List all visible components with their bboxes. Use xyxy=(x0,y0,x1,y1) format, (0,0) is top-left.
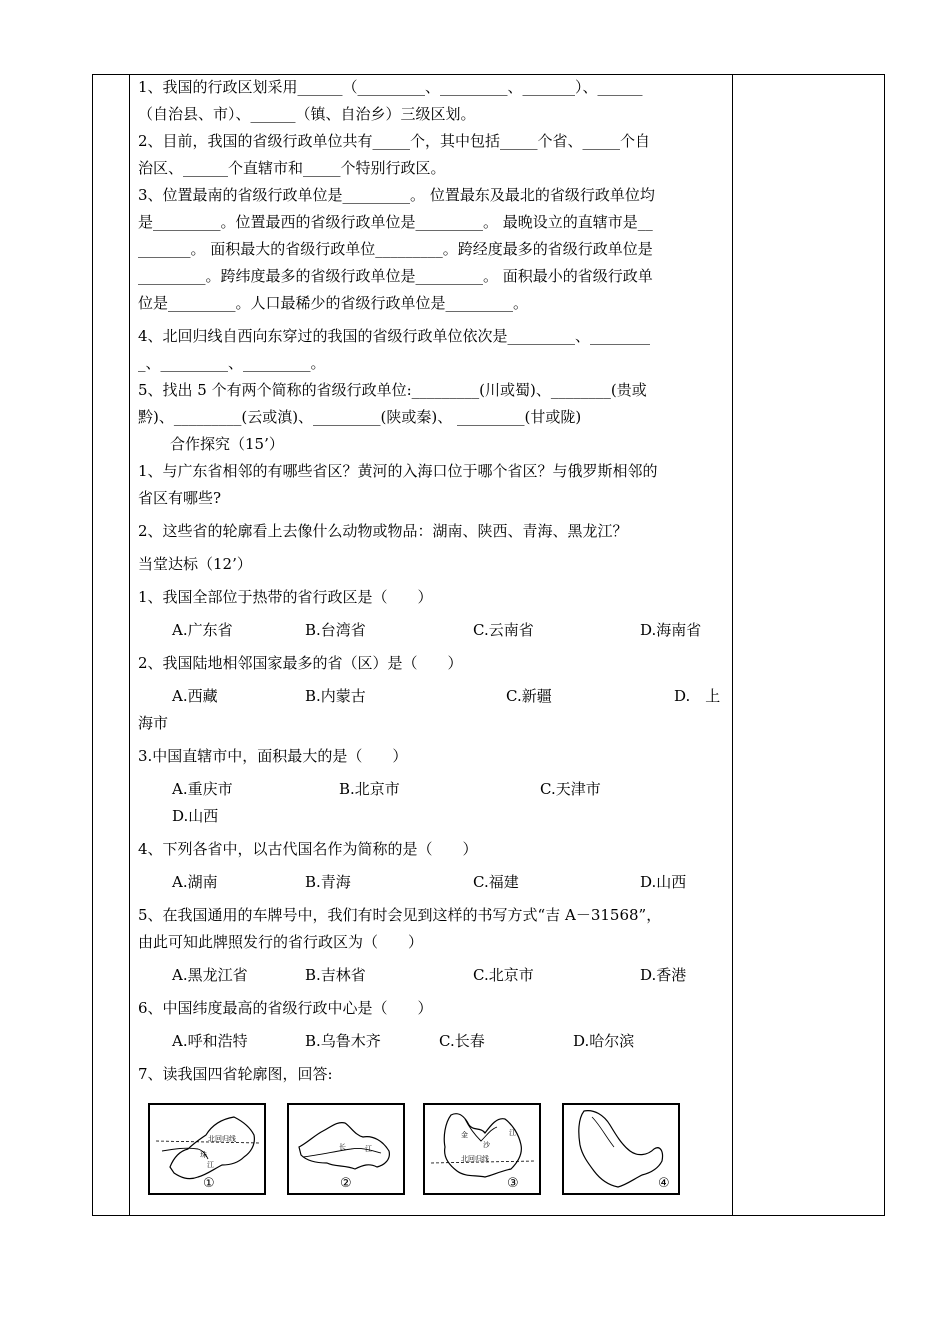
quiz-q7-stem: 7、读我国四省轮廓图，回答: xyxy=(138,1065,333,1083)
map2-label-jiang: 江 xyxy=(365,1145,372,1153)
fill-q3-line3: _______。 面积最大的省级行政单位_________。跨经度最多的省级行政单位是 xyxy=(138,240,653,258)
quiz-q2-option-b: B.内蒙古 xyxy=(305,687,366,705)
quiz-q2-option-d-wrap: 海市 xyxy=(138,714,169,732)
fill-q2-line1: 2、目前，我国的省级行政单位共有_____个，其中包括_____个省、_____个自 xyxy=(138,132,651,150)
province-map-1 xyxy=(148,1103,266,1195)
quiz-q3-stem: 3.中国直辖市中，面积最大的是（ ） xyxy=(138,747,408,765)
quiz-q5-option-d: D.香港 xyxy=(640,966,687,984)
quiz-q2-option-a: A.西藏 xyxy=(172,687,218,705)
map1-label-zhu: 珠 xyxy=(200,1151,207,1159)
quiz-q3-option-c: C.天津市 xyxy=(540,780,601,798)
map3-label-jin: 金 xyxy=(461,1131,468,1139)
quiz-q2-stem: 2、我国陆地相邻国家最多的省（区）是（ ） xyxy=(138,654,463,672)
map3-label-sha: 沙 xyxy=(483,1141,490,1149)
fill-q5-line1: 5、找出 5 个有两个简称的省级行政单位:_________(川或蜀)、________(贵或 xyxy=(138,381,647,399)
fill-q3-line5: 位是_________。人口最稀少的省级行政单位是_________。 xyxy=(138,294,529,312)
quiz-q3-option-a: A.重庆市 xyxy=(172,780,233,798)
quiz-q4-option-b: B.青海 xyxy=(305,873,351,891)
quiz-q1-option-c: C.云南省 xyxy=(473,621,534,639)
province-map-4 xyxy=(562,1103,680,1195)
column-divider-left xyxy=(129,75,130,1215)
quiz-q6-option-b: B.乌鲁木齐 xyxy=(305,1032,381,1050)
quiz-heading: 当堂达标（12’） xyxy=(138,555,252,573)
quiz-q1-option-d: D.海南省 xyxy=(640,621,702,639)
cooperate-q1-line2: 省区有哪些? xyxy=(138,489,222,507)
quiz-q2-option-d: D. 上 xyxy=(674,687,721,705)
fill-q3-line4: _________。跨纬度最多的省级行政单位是_________。 面积最小的省级行政单 xyxy=(138,267,653,285)
quiz-q6-option-a: A.呼和浩特 xyxy=(172,1032,248,1050)
map1-number: ① xyxy=(203,1176,215,1191)
quiz-q4-option-a: A.湖南 xyxy=(172,873,218,891)
fill-q3-line2: 是_________。位置最西的省级行政单位是_________。 最晚设立的直辖市是__ xyxy=(138,213,653,231)
quiz-q5-option-b: B.吉林省 xyxy=(305,966,366,984)
map2-number: ② xyxy=(340,1176,352,1191)
quiz-q1-option-b: B.台湾省 xyxy=(305,621,366,639)
quiz-q6-option-c: C.长春 xyxy=(439,1032,485,1050)
map3-label-jiang: 江 xyxy=(509,1129,516,1137)
map3-number: ③ xyxy=(507,1176,519,1191)
fill-q1-line2: （自治县、市）、______（镇、自治乡）三级区划。 xyxy=(138,105,476,123)
map2-label-chang: 长 xyxy=(339,1143,346,1151)
quiz-q5-option-c: C.北京市 xyxy=(473,966,534,984)
quiz-q4-stem: 4、下列各省中，以古代国名作为简称的是（ ） xyxy=(138,840,478,858)
quiz-q1-option-a: A.广东省 xyxy=(172,621,233,639)
map1-label-tropic: 北回归线 xyxy=(208,1135,236,1143)
map4-number: ④ xyxy=(658,1176,670,1191)
quiz-q2-option-c: C.新疆 xyxy=(506,687,552,705)
quiz-q4-option-d: D.山西 xyxy=(640,873,687,891)
province-outline-3-icon xyxy=(425,1105,539,1193)
quiz-q6-option-d: D.哈尔滨 xyxy=(573,1032,635,1050)
cooperate-heading: 合作探究（15’） xyxy=(170,435,284,453)
map3-label-tropic: 北回归线 xyxy=(461,1155,489,1163)
quiz-q4-option-c: C.福建 xyxy=(473,873,519,891)
quiz-q5-option-a: A.黑龙江省 xyxy=(172,966,248,984)
province-map-2 xyxy=(287,1103,405,1195)
quiz-q3-option-d: D.山西 xyxy=(172,807,219,825)
cooperate-q2: 2、这些省的轮廓看上去像什么动物或物品：湖南、陕西、青海、黑龙江？ xyxy=(138,522,628,540)
fill-q1-line1: 1、我国的行政区划采用______（_________、_________、_______）、______ xyxy=(138,78,643,96)
fill-q4-line2: _、_________、_________。 xyxy=(138,354,326,372)
quiz-q5-stem-line1: 5、在我国通用的车牌号中，我们有时会见到这样的书写方式“吉 A－31568”， xyxy=(138,906,662,924)
quiz-q5-stem-line2: 由此可知此牌照发行的省行政区为（ ） xyxy=(138,933,424,951)
fill-q3-line1: 3、位置最南的省级行政单位是_________。 位置最东及最北的省级行政单位均 xyxy=(138,186,655,204)
fill-q2-line2: 治区、______个直辖市和_____个特别行政区。 xyxy=(138,159,446,177)
quiz-q1-stem: 1、我国全部位于热带的省行政区是（ ） xyxy=(138,588,433,606)
column-divider-right xyxy=(732,75,733,1215)
fill-q5-line2: 黔)、_________(云或滇)、_________(陕或秦)、 _________(甘或陇) xyxy=(138,408,582,426)
quiz-q3-option-b: B.北京市 xyxy=(339,780,400,798)
province-outline-maps xyxy=(148,1103,688,1199)
fill-q4-line1: 4、北回归线自西向东穿过的我国的省级行政单位依次是_________、________ xyxy=(138,327,651,345)
map1-label-jiang: 江 xyxy=(207,1161,214,1169)
province-map-3 xyxy=(423,1103,541,1195)
cooperate-q1-line1: 1、与广东省相邻的有哪些省区？黄河的入海口位于哪个省区？与俄罗斯相邻的 xyxy=(138,462,658,480)
quiz-q6-stem: 6、中国纬度最高的省级行政中心是（ ） xyxy=(138,999,433,1017)
